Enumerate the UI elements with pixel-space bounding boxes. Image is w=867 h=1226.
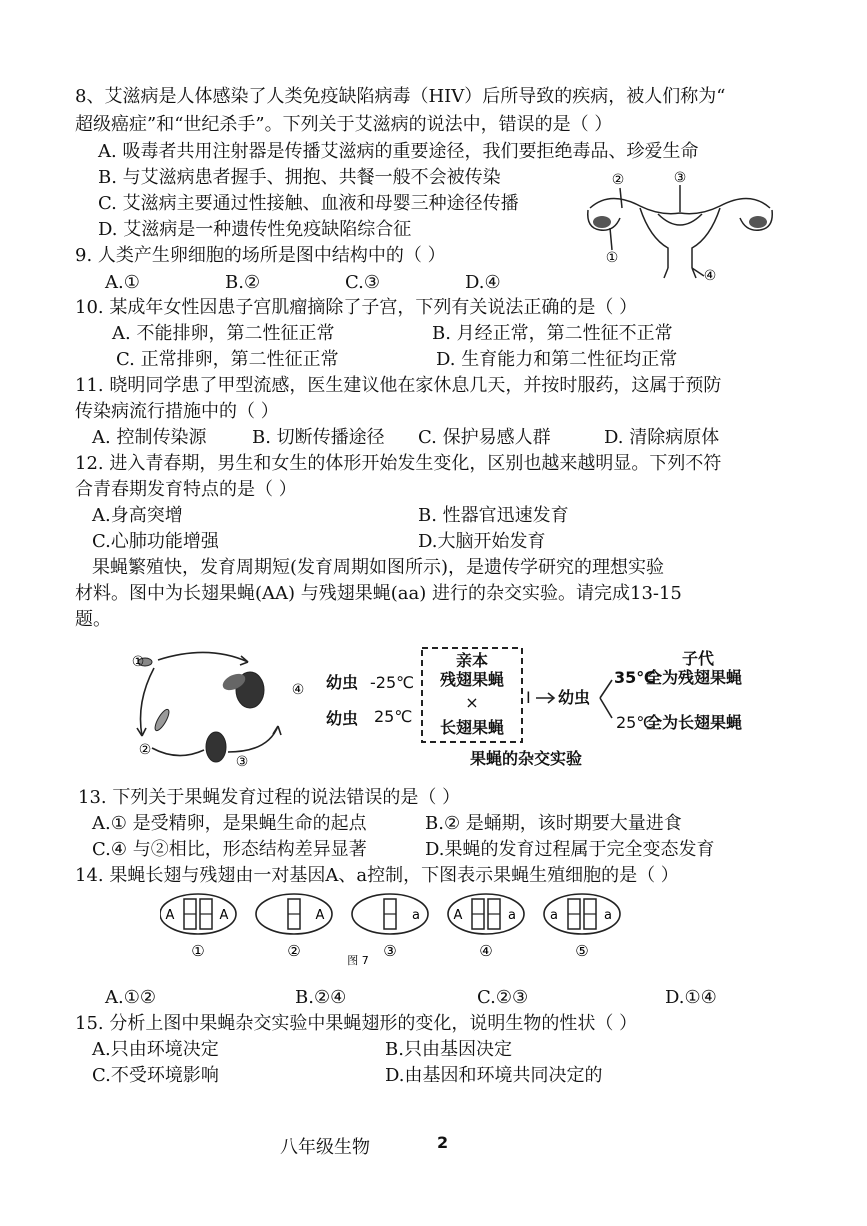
lifecycle-label-3: ③	[235, 754, 249, 770]
figure-7-caption: 图 7	[347, 954, 369, 967]
germ-cell-2	[256, 894, 332, 960]
larva-label-2: 幼虫	[326, 709, 359, 728]
uterus-label-2: ②	[611, 172, 625, 188]
intro-line2: 材料。图中为长翅果蝇(AA) 与残翅果蝇(aa) 进行的杂交实验。请完成13-15	[75, 583, 682, 604]
q15-option-c: C.不受环境影响	[92, 1065, 219, 1086]
q14-option-b: B.②④	[295, 987, 347, 1008]
uterus-label-3: ③	[673, 170, 687, 186]
cross-caption: 果蝇的杂交实验	[470, 749, 583, 768]
q11-stem-line1: 11. 晓明同学患了甲型流感，医生建议他在家休息几天，并按时服药，这属于预防	[75, 375, 722, 396]
germ-cell-gene-right: A	[315, 908, 325, 923]
germ-cell-4	[448, 894, 524, 960]
germ-cells-figure	[160, 890, 740, 972]
germ-cell-5	[544, 894, 620, 960]
parent2-label: 长翅果蝇	[439, 718, 505, 737]
q10-stem: 10. 某成年女性因患子宫肌瘤摘除了子宫，下列有关说法正确的是（ ）	[75, 297, 638, 318]
germ-cell-label: ⑤	[575, 942, 589, 960]
q8-option-d: D. 艾滋病是一种遗传性免疫缺陷综合征	[98, 219, 412, 240]
germ-cell-3	[352, 894, 428, 960]
lifecycle-label-1: ①	[131, 654, 145, 670]
uterus-label-1: ①	[605, 250, 619, 266]
q11-option-c: C. 保护易感人群	[418, 427, 551, 448]
germ-cell-label: ②	[287, 942, 301, 960]
q15-option-d: D.由基因和环境共同决定的	[385, 1065, 603, 1086]
q12-option-b: B. 性器官迅速发育	[418, 505, 569, 526]
larva-label-1: 幼虫	[326, 673, 359, 692]
q15-stem: 15. 分析上图中果蝇杂交实验中果蝇翅形的变化，说明生物的性状（ ）	[75, 1013, 638, 1034]
q15-option-b: B.只由基因决定	[385, 1039, 512, 1060]
germ-cell-gene-left: A	[165, 908, 175, 923]
larva-label-3: 幼虫	[558, 688, 591, 707]
q13-option-b: B.② 是蛹期，该时期要大量进食	[425, 813, 682, 834]
parent1-label: 残翅果蝇	[439, 670, 505, 689]
q12-option-d: D.大脑开始发育	[418, 531, 546, 552]
q14-option-c: C.②③	[477, 987, 529, 1008]
q14-option-d: D.①④	[665, 987, 717, 1008]
fruitfly-lifecycle-figure	[128, 642, 313, 772]
q8-stem-line2: 超级癌症”和“世纪杀手”。下列关于艾滋病的说法中，错误的是（ ）	[75, 114, 613, 135]
q8-option-c: C. 艾滋病主要通过性接触、血液和母婴三种途径传播	[98, 193, 519, 214]
q9-option-c: C.③	[345, 272, 380, 293]
germ-cell-gene-left: A	[453, 908, 463, 923]
uterus-figure	[580, 168, 780, 283]
q12-stem-line2: 合青春期发育特点的是（ ）	[75, 479, 297, 500]
q14-stem: 14. 果蝇长翅与残翅由一对基因A、a控制，下图表示果蝇生殖细胞的是（ ）	[75, 865, 679, 886]
germ-cell-gene-left: a	[550, 908, 558, 923]
q10-option-d: D. 生育能力和第二性征均正常	[436, 349, 678, 370]
f1-marker: I	[526, 688, 531, 707]
germ-cell-label: ①	[191, 942, 205, 960]
offspring-title: 子代	[681, 649, 715, 668]
lifecycle-label-2: ②	[138, 742, 152, 758]
q8-option-a: A. 吸毒者共用注射器是传播艾滋病的重要途径，我们要拒绝毒品、珍爱生命	[98, 141, 699, 162]
parent-title: 亲本	[455, 651, 489, 670]
temp-low-label: 25℃	[616, 713, 655, 732]
temp-label-2: 25℃	[374, 707, 413, 726]
q11-option-a: A. 控制传染源	[92, 427, 207, 448]
q13-stem: 13. 下列关于果蝇发育过程的说法错误的是（ ）	[78, 787, 461, 808]
cross-experiment-figure	[320, 642, 760, 772]
q13-option-d: D.果蝇的发育过程属于完全变态发育	[425, 839, 715, 860]
q12-option-c: C.心肺功能增强	[92, 531, 219, 552]
uterus-label-4: ④	[703, 268, 717, 283]
q8-option-b: B. 与艾滋病患者握手、拥抱、共餐一般不会被传染	[98, 167, 501, 188]
footer-page-number: 2	[437, 1133, 449, 1152]
q11-option-d: D. 清除病原体	[604, 427, 720, 448]
germ-cell-label: ④	[479, 942, 493, 960]
temp-high-label: 35℃	[614, 668, 656, 687]
q15-option-a: A.只由环境决定	[92, 1039, 219, 1060]
germ-cell-label: ③	[383, 942, 397, 960]
q10-option-c: C. 正常排卵，第二性征正常	[116, 349, 339, 370]
germ-cell-gene-right: a	[604, 908, 612, 923]
footer-subject: 八年级生物	[280, 1137, 370, 1158]
q12-stem-line1: 12. 进入青春期，男生和女生的体形开始发生变化，区别也越来越明显。下列不符	[75, 453, 722, 474]
q11-option-b: B. 切断传播途径	[252, 427, 385, 448]
q14-option-a: A.①②	[105, 987, 156, 1008]
germ-cell-gene-right: a	[412, 908, 420, 923]
q9-stem: 9. 人类产生卵细胞的场所是图中结构中的（ ）	[75, 245, 446, 266]
q9-option-a: A.①	[105, 272, 140, 293]
intro-line1: 果蝇繁殖快，发育周期短(发育周期如图所示)，是遗传学研究的理想实验	[92, 557, 665, 578]
q12-option-a: A.身高突增	[92, 505, 183, 526]
germ-cell-gene-right: A	[219, 908, 229, 923]
q13-option-a: A.① 是受精卵，是果蝇生命的起点	[92, 813, 367, 834]
germ-cell-gene-right: a	[508, 908, 516, 923]
cross-sign: ×	[465, 693, 479, 712]
result-high-label: 全为残翅果蝇	[646, 668, 743, 687]
germ-cell-1	[160, 894, 236, 960]
q10-option-a: A. 不能排卵，第二性征正常	[112, 323, 335, 344]
q10-option-b: B. 月经正常，第二性征不正常	[432, 323, 673, 344]
q13-option-c: C.④ 与②相比，形态结构差异显著	[92, 839, 367, 860]
lifecycle-label-4: ④	[291, 682, 305, 698]
intro-line3: 题。	[75, 609, 111, 630]
q9-option-b: B.②	[225, 272, 261, 293]
result-low-label: 全为长翅果蝇	[646, 713, 743, 732]
temp-label-1: -25℃	[370, 673, 415, 692]
q9-option-d: D.④	[465, 272, 501, 293]
q8-stem-line1: 8、艾滋病是人体感染了人类免疫缺陷病毒（HIV）后所导致的疾病，被人们称为“	[75, 86, 726, 107]
q11-stem-line2: 传染病流行措施中的（ ）	[75, 401, 279, 422]
